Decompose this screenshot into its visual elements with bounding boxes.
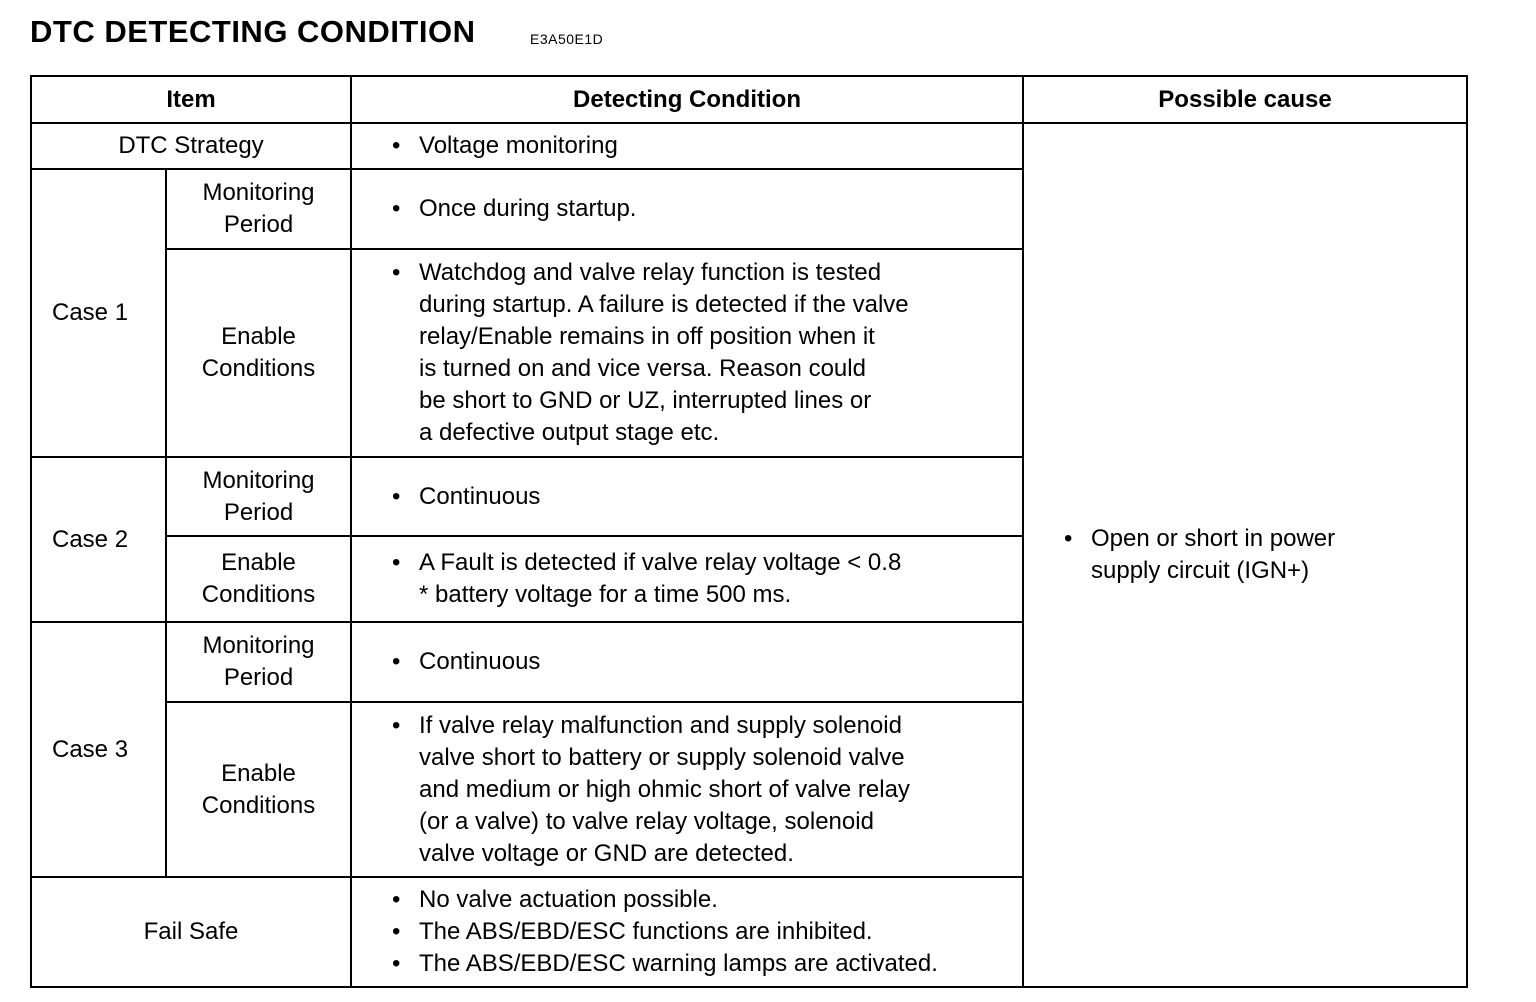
case1-enable-value [351,249,1023,457]
fail-safe-label: Fail Safe [31,877,351,987]
case2-monitoring-value [351,457,1023,536]
dtc-table [30,75,1468,988]
column-header-item: Item [31,76,351,123]
column-header-possible-cause: Possible cause [1023,76,1467,123]
table-header-row [31,76,1467,123]
list-item: • Voltage monitoring [392,130,1012,162]
dtc-strategy-condition [351,123,1023,169]
list-item: • Watchdog and valve relay function is tested during startup. A failure is detected if the valve relay/Enable remains in off position when it is turned on and vice versa. Reason could be short to GND or UZ, interrupted lines or a defective output stage etc. [392,257,1012,449]
possible-cause-cell [1023,123,1467,987]
list-item: • A Fault is detected if valve relay voltage < 0.8 * battery voltage for a time 500 ms. [392,547,1012,611]
list-item: • If valve relay malfunction and supply solenoid valve short to battery or supply solenoid valve and medium or high ohmic short of valve relay (or a valve) to valve relay voltage, solenoid valve voltage or GND are detected. [392,710,1012,870]
page-title: DTC DETECTING CONDITION [30,14,476,49]
list-item: • The ABS/EBD/ESC functions are inhibited. [392,916,1012,948]
fail-safe-value [351,877,1023,987]
case3-monitoring-label: Monitoring Period [166,622,351,702]
list-item: • No valve actuation possible. [392,884,1012,916]
case3-enable-label: Enable Conditions [166,702,351,877]
dtc-strategy-label: DTC Strategy [31,123,351,169]
document-code: E3A50E1D [530,31,604,47]
list-item: • Continuous [392,646,1012,678]
case2-label: Case 2 [31,457,166,622]
case1-monitoring-label: Monitoring Period [166,169,351,249]
case1-label: Case 1 [31,169,166,457]
case3-label: Case 3 [31,622,166,877]
case2-monitoring-label: Monitoring Period [166,457,351,536]
case2-enable-label: Enable Conditions [166,536,351,622]
case2-enable-value [351,536,1023,622]
case3-enable-value [351,702,1023,877]
list-item: • Continuous [392,481,1012,513]
case3-monitoring-value [351,622,1023,702]
table-row-dtc-strategy [31,123,1467,169]
column-header-detecting-condition: Detecting Condition [351,76,1023,123]
list-item: • Once during startup. [392,193,1012,225]
case1-enable-label: Enable Conditions [166,249,351,457]
case1-monitoring-value [351,169,1023,249]
possible-cause-text: • Open or short in power supply circuit (IGN+) [1064,523,1446,587]
list-item: • The ABS/EBD/ESC warning lamps are activated. [392,948,1012,980]
